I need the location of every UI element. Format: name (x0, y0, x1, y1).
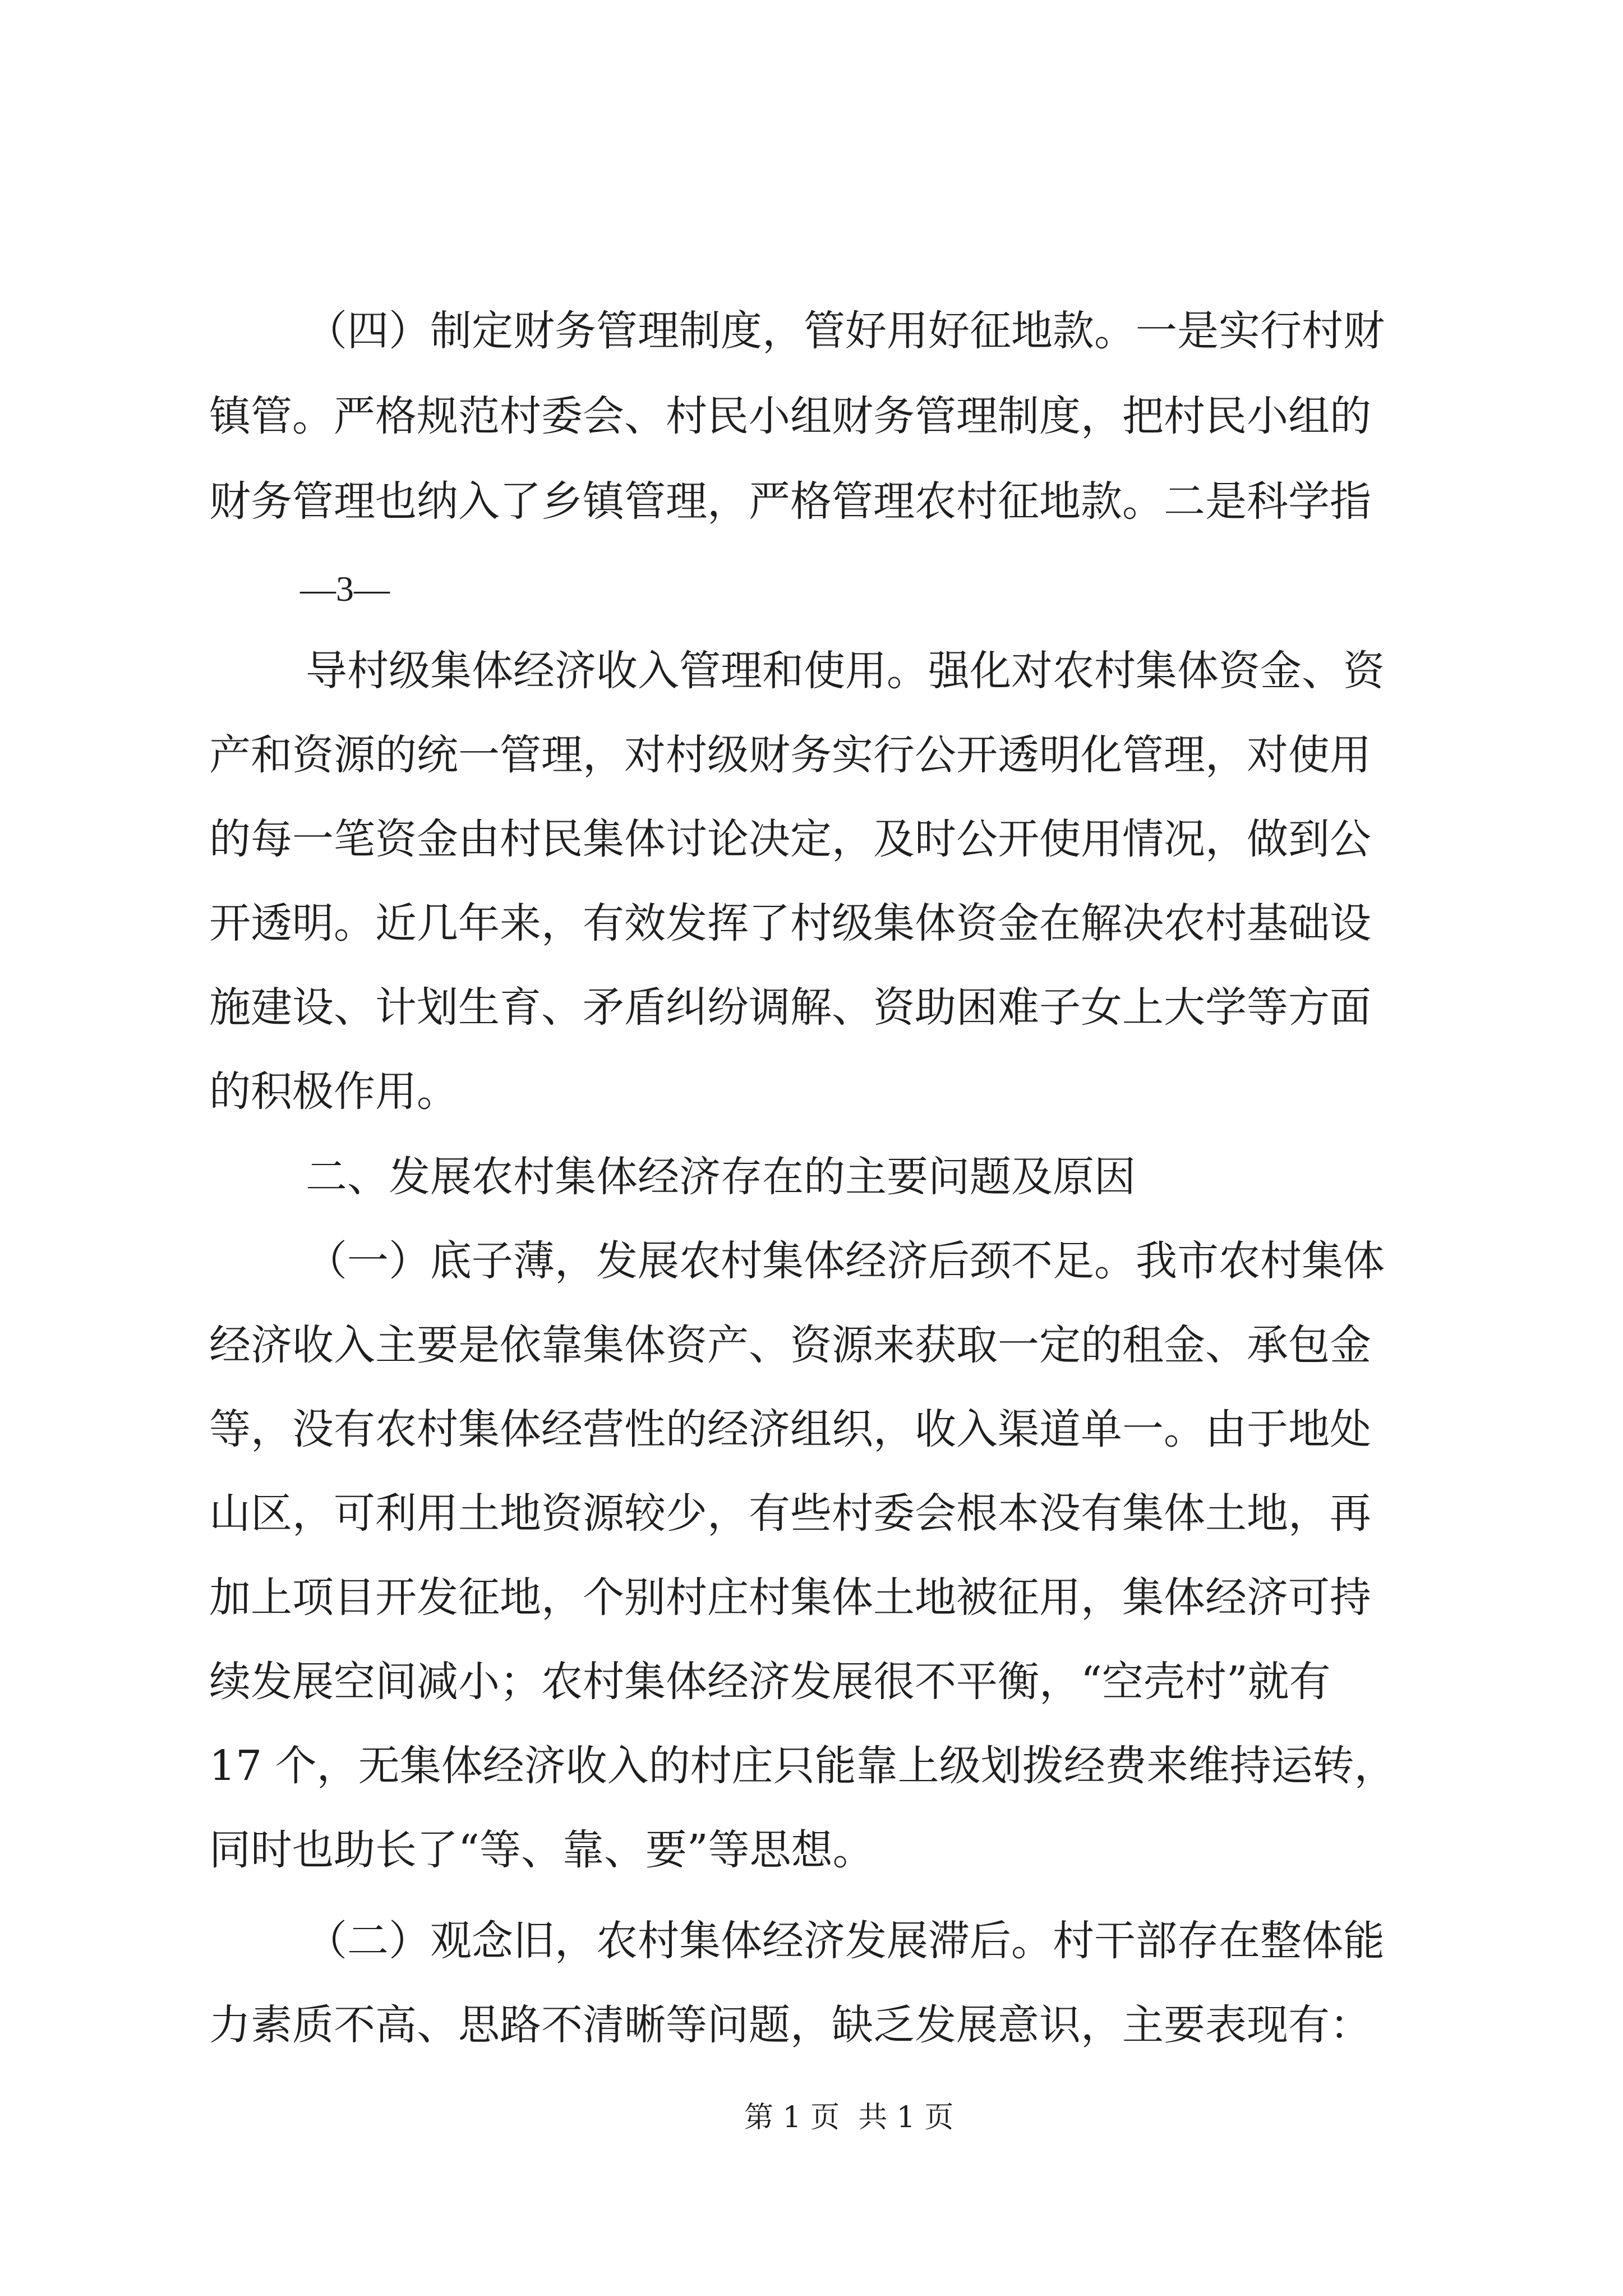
paragraph-line: 产和资源的统一管理，对村级财务实行公开透明化管理，对使用 (209, 731, 1371, 779)
paragraph-line: 力素质不高、思路不清晰等问题，缺乏发展意识，主要表现有： (209, 2001, 1371, 2049)
paragraph-line: （二）观念旧，农村集体经济发展滞后。村干部存在整体能 (306, 1917, 1385, 1965)
paragraph-line: 经济收入主要是依靠集体资产、资源来获取一定的租金、承包金 (209, 1321, 1371, 1369)
paragraph-line: 17 个，无集体经济收入的村庄只能靠上级划拨经费来维持运转， (209, 1742, 1396, 1790)
paragraph-line: 的每一笔资金由村民集体讨论决定，及时公开使用情况，做到公 (209, 815, 1371, 863)
paragraph-line: 施建设、计划生育、矛盾纠纷调解、资助困难子女上大学等方面 (209, 983, 1371, 1032)
paragraph-line: 同时也助长了“等、靠、要”等思想。 (209, 1826, 874, 1874)
paragraph-line: 财务管理也纳入了乡镇管理，严格管理农村征地款。二是科学指 (209, 477, 1371, 526)
paragraph-line: （四）制定财务管理制度，管好用好征地款。一是实行村财 (306, 307, 1385, 355)
paragraph-line: 续发展空间减小；农村集体经济发展很不平衡，“空壳村”就有 (209, 1658, 1331, 1706)
paragraph-line: 山区，可利用土地资源较少，有些村委会根本没有集体土地，再 (209, 1489, 1371, 1538)
page-footer: 第 1 页 共 1 页 (744, 2101, 954, 2134)
paragraph-line: （一）底子薄，发展农村集体经济后颈不足。我市农村集体 (306, 1237, 1385, 1285)
paragraph-line: 导村级集体经济收入管理和使用。强化对农村集体资金、资 (306, 647, 1385, 695)
paragraph-line: 开透明。近几年来，有效发挥了村级集体资金在解决农村基础设 (209, 899, 1371, 947)
paragraph-line: 的积极作用。 (209, 1068, 458, 1116)
paragraph-line: 加上项目开发征地，个别村庄村集体土地被征用，集体经济可持 (209, 1573, 1371, 1622)
paragraph-line: 镇管。严格规范村委会、村民小组财务管理制度，把村民小组的 (209, 392, 1371, 440)
paragraph-line: 等，没有农村集体经营性的经济组织，收入渠道单一。由于地处 (209, 1405, 1371, 1453)
page-marker: —3— (300, 569, 390, 609)
section-heading: 二、发展农村集体经济存在的主要问题及原因 (306, 1153, 1136, 1201)
